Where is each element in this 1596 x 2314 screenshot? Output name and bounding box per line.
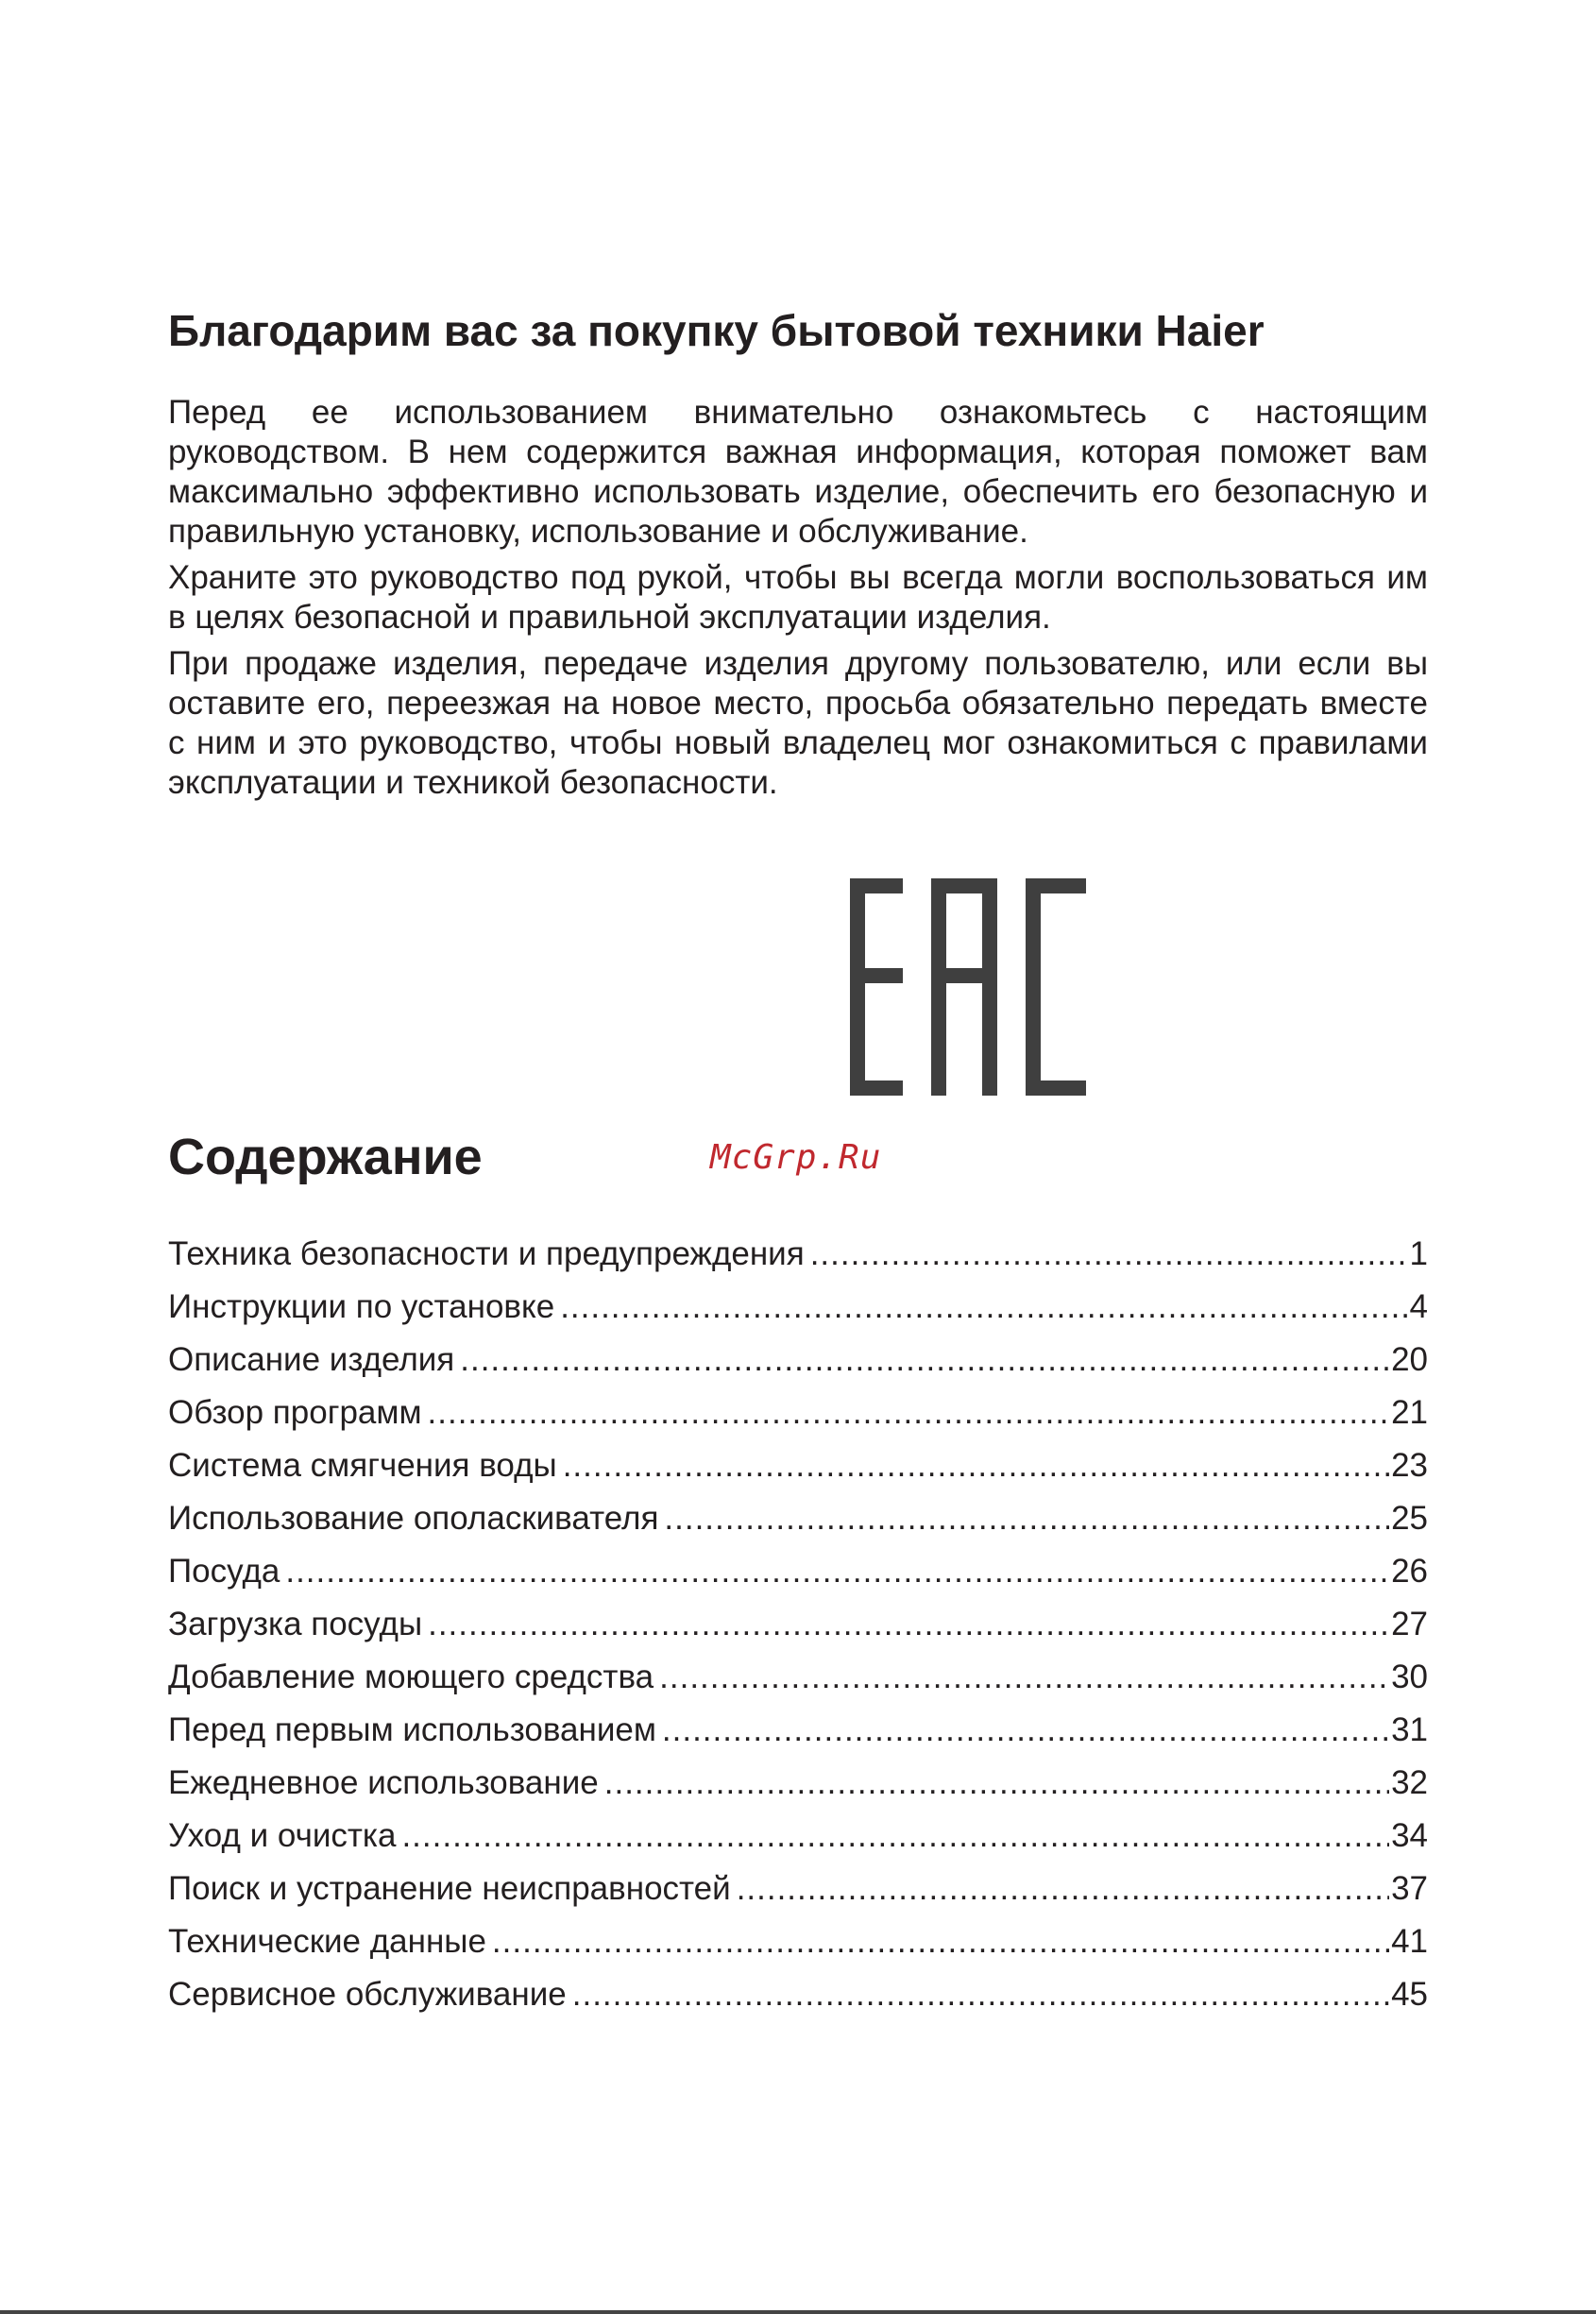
toc-leader-dots — [737, 1863, 1389, 1915]
eac-logo-icon — [850, 878, 1086, 1096]
toc-entry[interactable] — [168, 1757, 1428, 1810]
toc-leader-dots — [572, 1968, 1389, 2021]
toc-entry[interactable] — [168, 1545, 1428, 1598]
toc-entry-page: 21 — [1391, 1394, 1428, 1431]
toc-leader-dots — [492, 1915, 1389, 1968]
toc-entry-page: 37 — [1391, 1870, 1428, 1907]
toc-entry-label: Перед первым использованием — [168, 1711, 656, 1748]
toc-leader-dots — [664, 1492, 1389, 1545]
toc-entry[interactable] — [168, 1439, 1428, 1492]
toc-leader-dots — [604, 1757, 1389, 1810]
toc-entry[interactable] — [168, 1968, 1428, 2021]
toc-entry-page: 30 — [1391, 1659, 1428, 1695]
toc-entry[interactable] — [168, 1387, 1428, 1439]
toc-leader-dots — [428, 1598, 1389, 1651]
toc-leader-dots — [401, 1810, 1389, 1863]
toc-leader-dots — [560, 1281, 1407, 1334]
toc-entry-label: Ежедневное использование — [168, 1764, 599, 1801]
toc-entry-page: 25 — [1391, 1500, 1428, 1537]
toc-entry-label: Обзор программ — [168, 1394, 422, 1431]
toc-leader-dots — [285, 1545, 1389, 1598]
toc-entry-page: 27 — [1391, 1606, 1428, 1642]
intro-title: Благодарим вас за покупку бытовой техники Haier — [168, 306, 1265, 355]
toc-entry-page: 34 — [1391, 1817, 1428, 1854]
toc-entry[interactable] — [168, 1651, 1428, 1704]
toc-entry-label: Загрузка посуды — [168, 1606, 423, 1642]
toc-entry[interactable] — [168, 1334, 1428, 1387]
toc-entry-label: Использование ополаскивателя — [168, 1500, 659, 1537]
toc-entry-page: 23 — [1391, 1447, 1428, 1484]
toc-leader-dots — [810, 1228, 1408, 1281]
toc-entry-page: 31 — [1391, 1711, 1428, 1748]
toc-leader-dots — [659, 1651, 1389, 1704]
toc-entry-page: 32 — [1391, 1764, 1428, 1801]
toc-leader-dots — [662, 1704, 1389, 1757]
toc-entry[interactable] — [168, 1704, 1428, 1757]
page-bottom-border — [0, 2310, 1596, 2314]
intro-text — [168, 393, 1428, 809]
toc-entry-page: 41 — [1391, 1923, 1428, 1960]
toc-entry-label: Уход и очистка — [168, 1817, 397, 1854]
eac-letter-a — [931, 878, 997, 1096]
toc-entry-label: Описание изделия — [168, 1341, 455, 1378]
toc-title: Содержание — [168, 1129, 483, 1185]
toc-entry-page: 45 — [1391, 1976, 1428, 2013]
toc-entry-label: Инструкции по установке — [168, 1288, 555, 1325]
toc-entry-page: 4 — [1409, 1288, 1428, 1325]
toc-entry-page: 26 — [1391, 1553, 1428, 1590]
intro-paragraph: При продаже изделия, передаче изделия другому пользователю, или если вы оставите его, переезжая на новое место, просьба обязательно передать вместе с ним и это руководство, чтобы новый владелец мог ознакомиться с правилами эксплуатации и техникой безопасности. — [168, 645, 1428, 801]
toc-entry[interactable] — [168, 1863, 1428, 1915]
toc-entry-label: Система смягчения воды — [168, 1447, 557, 1484]
eac-letter-e-shape — [865, 893, 903, 1080]
toc-leader-dots — [428, 1387, 1390, 1439]
toc-entry-page: 20 — [1391, 1341, 1428, 1378]
toc-leader-dots — [563, 1439, 1389, 1492]
toc-leader-dots — [460, 1334, 1389, 1387]
toc-entry[interactable] — [168, 1915, 1428, 1968]
table-of-contents — [168, 1228, 1428, 2021]
toc-entry[interactable] — [168, 1228, 1428, 1281]
watermark-text[interactable]: McGrp.Ru — [710, 1138, 882, 1177]
toc-entry[interactable] — [168, 1810, 1428, 1863]
eac-letter-c — [1026, 878, 1086, 1096]
toc-entry-label: Добавление моющего средства — [168, 1659, 654, 1695]
toc-entry-label: Технические данные — [168, 1923, 486, 1960]
toc-entry[interactable] — [168, 1281, 1428, 1334]
toc-entry-label: Посуда — [168, 1553, 280, 1590]
toc-entry-page: 1 — [1409, 1235, 1428, 1272]
toc-entry[interactable] — [168, 1492, 1428, 1545]
toc-entry[interactable] — [168, 1598, 1428, 1651]
toc-entry-label: Поиск и устранение неисправностей — [168, 1870, 731, 1907]
toc-entry-label: Сервисное обслуживание — [168, 1976, 567, 2013]
intro-paragraph: Храните это руководство под рукой, чтобы вы всегда могли воспользоваться им в целях безопасной и правильной эксплуатации изделия. — [168, 559, 1428, 636]
intro-paragraph: Перед ее использованием внимательно ознакомьтесь с настоящим руководством. В нем содержится важная информация, которая поможет вам максимально эффективно использовать изделие, обеспечить его безопасную и правильную установку, использование и обслуживание. — [168, 394, 1428, 550]
toc-entry-label: Техника безопасности и предупреждения — [168, 1235, 805, 1272]
